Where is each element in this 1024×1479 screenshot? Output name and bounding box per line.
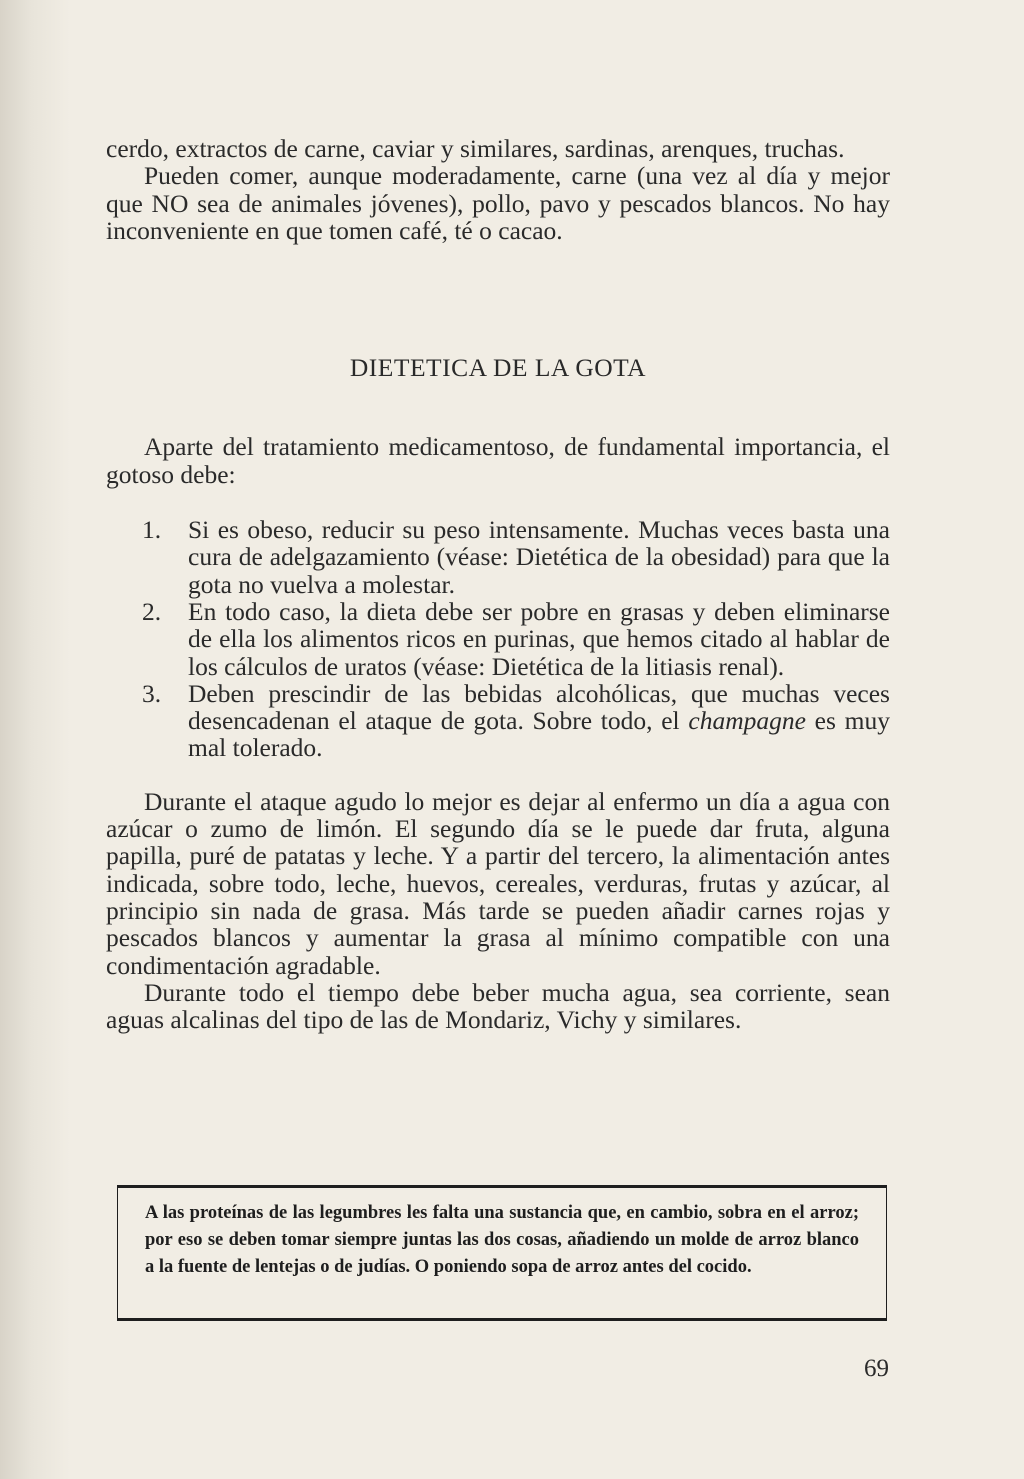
list-item-text: Si es obeso, reducir su peso intensamente. Muchas veces basta una cura de adelgazamiento (véase: Dietética de la obesidad) para que la gota no vuelva a molestar. — [188, 515, 890, 599]
paragraph-acute-attack: Durante el ataque agudo lo mejor es dejar al enfermo un día a agua con azúcar o zumo de limón. El segundo día se le puede dar fruta, alguna papilla, puré de patatas y leche. Y a partir del tercero, la alimentación antes indicada, sobre todo, leche, huevos, cereales, verduras, frutas y azúcar, al principio sin nada de grasa. Más tarde se pueden añadir carnes rojas y pescados blancos y aumentar la grasa al mínimo compatible con una condimentación agradable. — [106, 786, 890, 980]
list-item-italic-term: champagne — [688, 706, 806, 736]
list-item — [106, 598, 890, 680]
list-item-text-before: Deben prescindir de las bebidas alcohólicas, que muchas veces desencadenan el ataque de gota. Sobre todo, el — [188, 678, 890, 736]
page-body — [106, 135, 890, 1033]
section-heading: DIETETICA DE LA GOTA — [349, 353, 647, 383]
list-item-number: 1. — [142, 515, 162, 545]
paragraph-water: Durante todo el tiempo debe beber mucha agua, sea corriente, sean aguas alcalinas del tipo de las de Mondariz, Vichy y similares. — [106, 977, 890, 1035]
list-item — [106, 680, 890, 762]
list-item-text: En todo caso, la dieta debe ser pobre en grasas y deben eliminarse de ella los alimentos ricos en purinas, que hemos citado al hablar de los cálculos de uratos (véase: Dietética de la litiasis renal). — [188, 596, 890, 681]
list-item-number: 3. — [142, 678, 162, 708]
page-edge-shadow — [0, 0, 70, 1479]
list-item — [106, 516, 890, 598]
note-box-text: A las proteínas de las legumbres les falta una sustancia que, en cambio, sobra en el arroz; por eso se deben tomar siempre juntas las dos cosas, añadiendo un molde de arroz blanco a la fuente de lentejas o de judías. O poniendo sopa de arroz antes del cocido. — [145, 1203, 859, 1277]
paragraph-continuation: cerdo, extractos de carne, caviar y similares, sardinas, arenques, truchas. — [106, 134, 845, 163]
list-item-number: 2. — [142, 596, 162, 626]
list-item-text-after: es muy mal tolerado. — [188, 706, 890, 763]
recommendation-list — [106, 516, 890, 762]
paragraph-meat: Pueden comer, aunque moderadamente, carne (una vez al día y mejor que NO sea de animales jóvenes), pollo, pavo y pescados blancos. No hay inconveniente en que tomen café, té o cacao. — [106, 161, 890, 245]
paragraph-intro: Aparte del tratamiento medicamentoso, de fundamental importancia, el gotoso debe: — [106, 432, 890, 489]
page-number: 69 — [864, 1355, 889, 1382]
note-box — [117, 1185, 887, 1321]
